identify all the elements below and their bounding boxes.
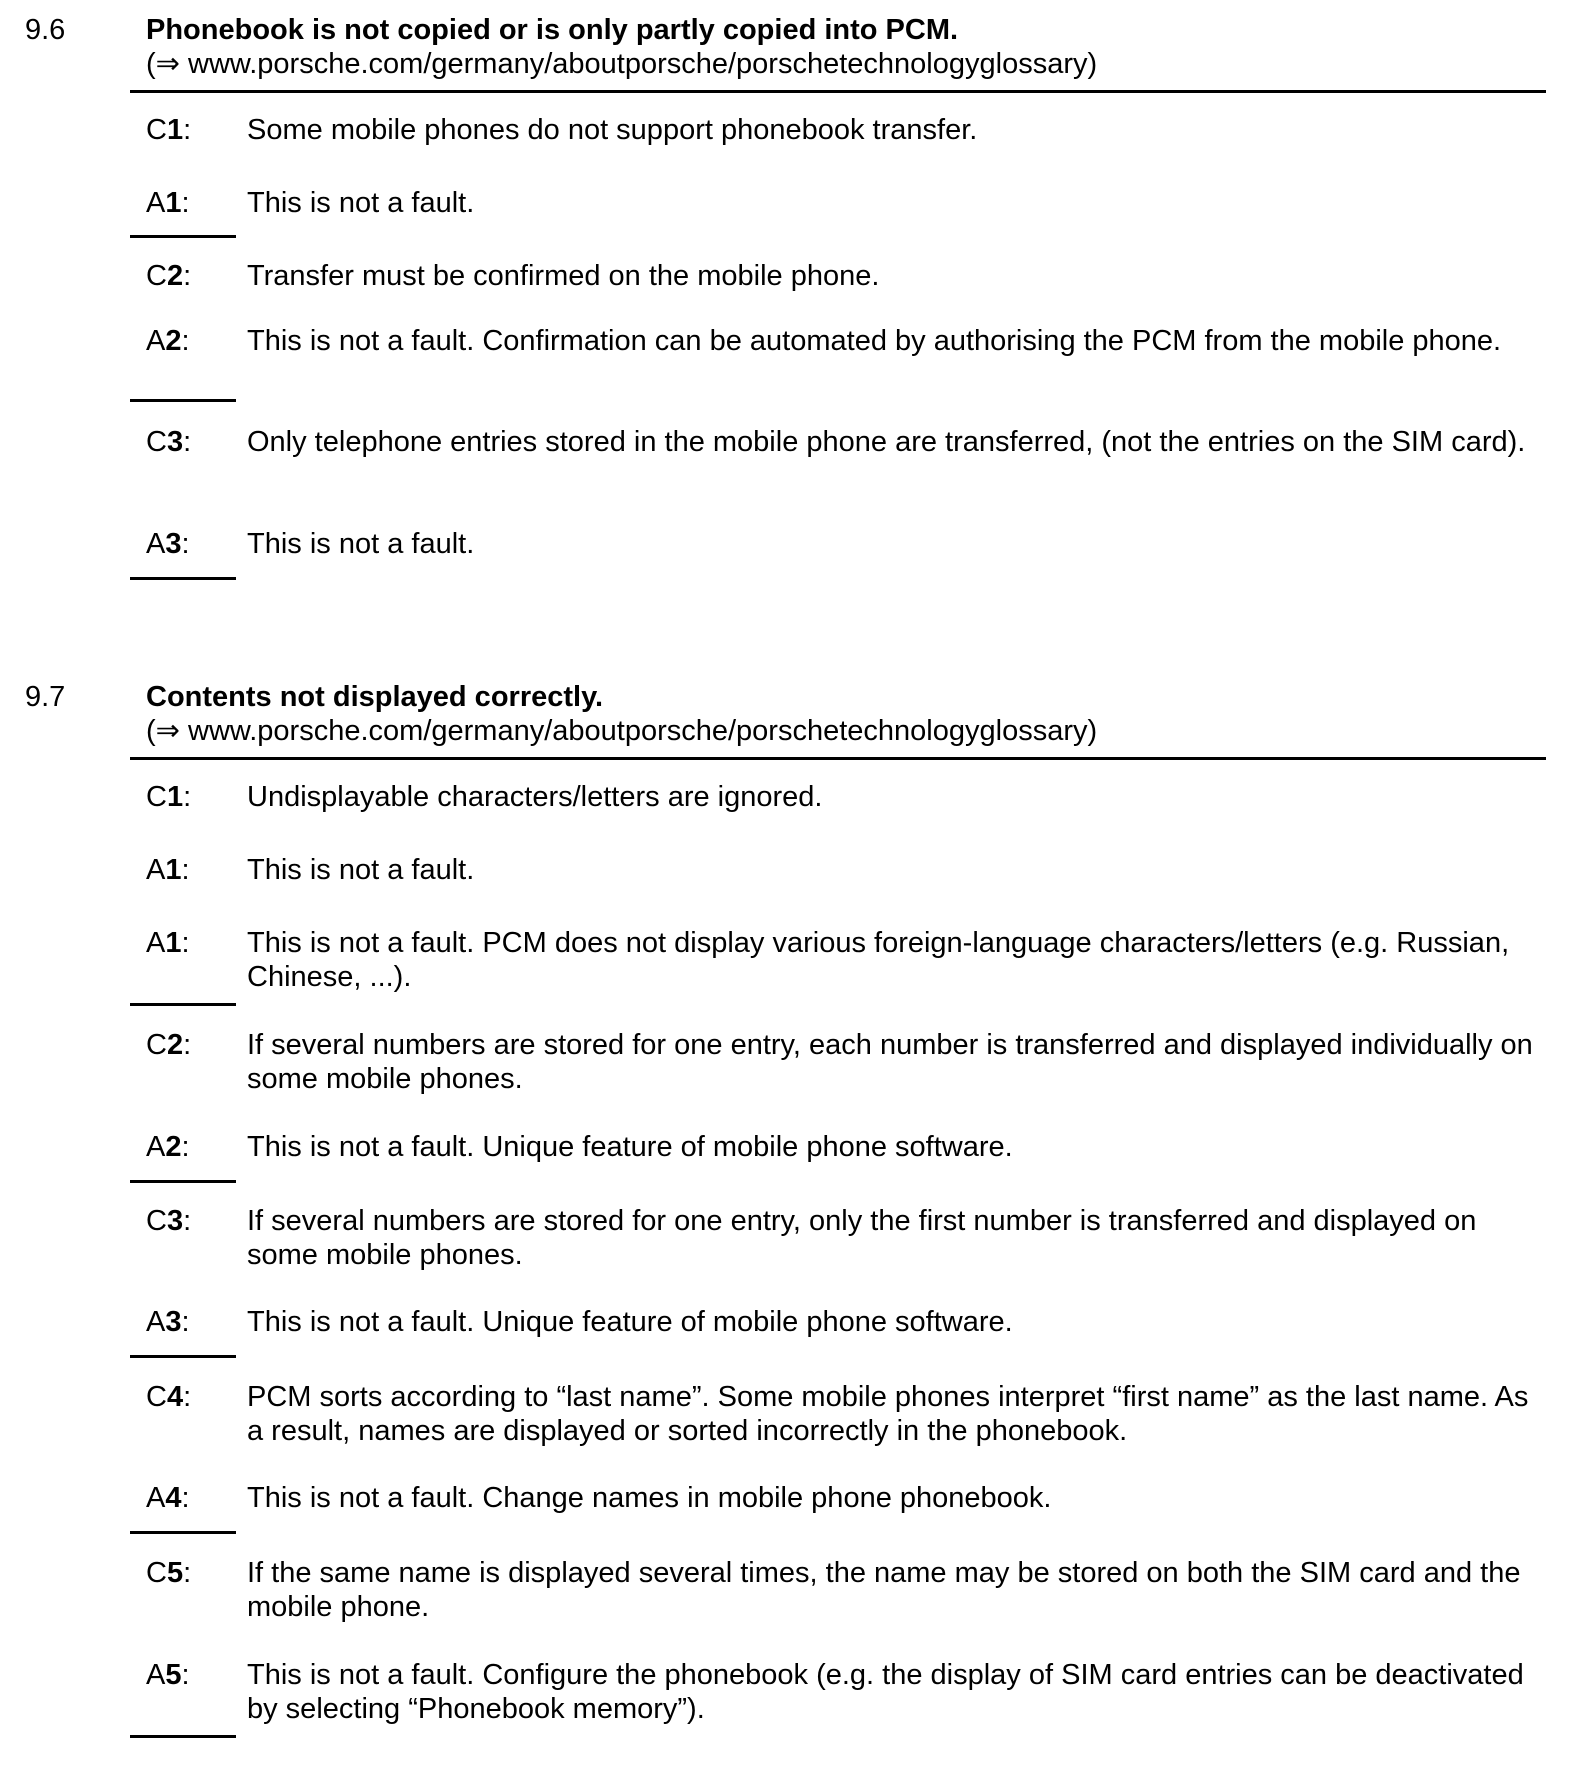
section-number: 9.7 — [25, 681, 66, 713]
item-label: A1: — [146, 927, 190, 959]
item-text: This is not a fault. Change names in mobile phone phonebook. — [247, 1482, 1052, 1514]
item-text: This is not a fault. — [247, 187, 475, 219]
item-text: Some mobile phones do not support phonebook transfer. — [247, 114, 978, 146]
item-label: A3: — [146, 528, 190, 560]
section-reference-link: (⇒ www.porsche.com/germany/aboutporsche/porschetechnologyglossary) — [146, 48, 1098, 80]
item-label: A1: — [146, 187, 190, 219]
item-label: A4: — [146, 1482, 190, 1514]
item-text: Undisplayable characters/letters are ignored. — [247, 781, 823, 813]
item-divider — [130, 1531, 236, 1534]
item-text: This is not a fault. Confirmation can be automated by authorising the PCM from the mobile phone. — [247, 325, 1502, 357]
section-title: Phonebook is not copied or is only partly copied into PCM. — [146, 14, 959, 46]
item-text: If the same name is displayed several times, the name may be stored on both the SIM card and the mobile phone. — [247, 1557, 1521, 1623]
item-text: This is not a fault. PCM does not display various foreign-language characters/letters (e.g. Russian, Chinese, ...). — [247, 927, 1510, 993]
item-label: C2: — [146, 1029, 192, 1061]
item-label: C3: — [146, 426, 192, 458]
item-text: This is not a fault. Unique feature of mobile phone software. — [247, 1131, 1013, 1163]
item-text: This is not a fault. — [247, 528, 475, 560]
section-title: Contents not displayed correctly. — [146, 681, 604, 713]
item-divider — [130, 235, 236, 238]
item-text: If several numbers are stored for one entry, only the first number is transferred and displayed on some mobile phones. — [247, 1205, 1477, 1271]
item-divider — [130, 1735, 236, 1738]
section-divider — [130, 757, 1546, 760]
item-divider — [130, 1180, 236, 1183]
item-divider — [130, 1003, 236, 1006]
item-label: A1: — [146, 854, 190, 886]
item-label: C5: — [146, 1557, 192, 1589]
section-reference-link: (⇒ www.porsche.com/germany/aboutporsche/porschetechnologyglossary) — [146, 715, 1098, 747]
item-divider — [130, 399, 236, 402]
item-text: Transfer must be confirmed on the mobile phone. — [247, 260, 880, 292]
item-divider — [130, 1355, 236, 1358]
item-text: This is not a fault. Unique feature of mobile phone software. — [247, 1306, 1013, 1338]
section-number: 9.6 — [25, 14, 66, 46]
item-label: C3: — [146, 1205, 192, 1237]
section-divider — [130, 90, 1546, 93]
item-text: Only telephone entries stored in the mobile phone are transferred, (not the entries on the SIM card). — [247, 426, 1526, 458]
item-label: C1: — [146, 781, 192, 813]
item-text: PCM sorts according to “last name”. Some mobile phones interpret “first name” as the last name. As a result, names are displayed or sorted incorrectly in the phonebook. — [247, 1381, 1529, 1447]
item-text: This is not a fault. — [247, 854, 475, 886]
item-label: C4: — [146, 1381, 192, 1413]
item-divider — [130, 577, 236, 580]
item-label: A2: — [146, 325, 190, 357]
item-label: A5: — [146, 1659, 190, 1691]
item-text: If several numbers are stored for one entry, each number is transferred and displayed individually on some mobile phones. — [247, 1029, 1533, 1095]
item-text: This is not a fault. Configure the phonebook (e.g. the display of SIM card entries can be deactivated by selecting “Phonebook memory”). — [247, 1659, 1524, 1725]
item-label: A2: — [146, 1131, 190, 1163]
item-label: C1: — [146, 114, 192, 146]
item-label: A3: — [146, 1306, 190, 1338]
item-label: C2: — [146, 260, 192, 292]
